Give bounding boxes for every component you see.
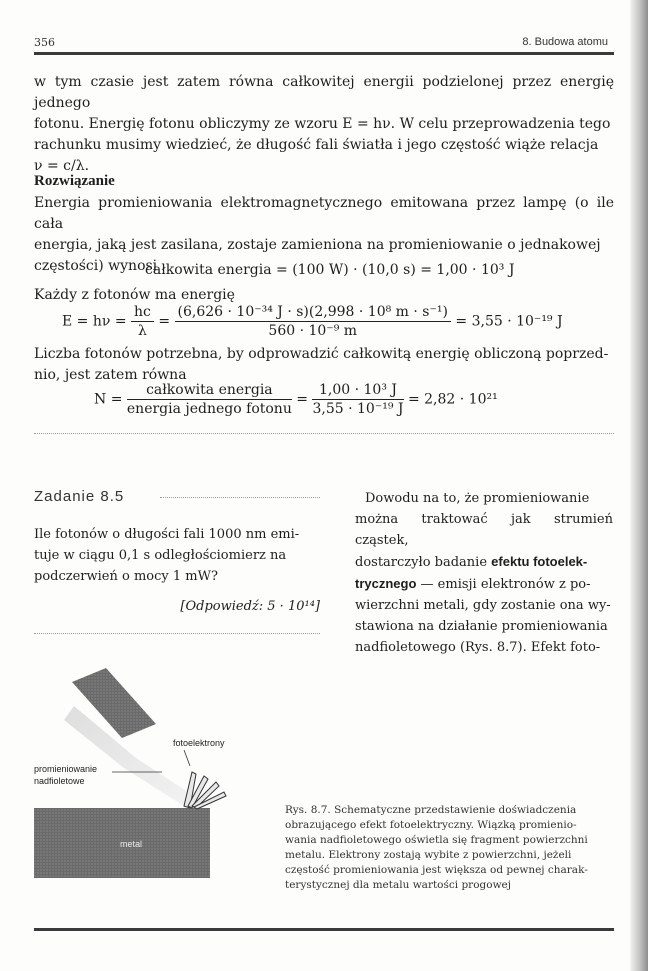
- section-divider: [34, 433, 614, 434]
- exercise-line: tuje w ciągu 0,1 s odległościomierz na: [34, 548, 287, 563]
- caption-line: metalu. Elektrony zostają wybite z powierzchni, jeżeli: [285, 849, 572, 861]
- right-line: można traktować jak strumień cząstek,: [355, 512, 613, 548]
- caption-line: terystycznej dla metalu wartości progowej: [285, 879, 512, 891]
- intro-line: rachunku musimy wiedzieć, że długość fali światła i jego częstość wiąże relacja: [34, 137, 599, 153]
- solution-heading: Rozwiązanie: [34, 173, 115, 189]
- chapter-title: 8. Budowa atomu: [522, 36, 608, 48]
- equation-photon-count: N = $\frac{\text{całkowita energia}}{\text{energia jednego fotonu}}$ = $\frac{\text{1,00 · 10³ J}}{\text{3,55 · 10⁻¹⁹ J}}$ = 2,82 · 10²¹: [94, 382, 498, 417]
- right-line: wierzchni metali, gdy zostanie ona wy-: [355, 598, 611, 613]
- fraction-numerator: 1,00 · 10³ J: [312, 382, 403, 400]
- label-metal: metal: [120, 839, 143, 849]
- solution-line: energia, jaką jest zasilana, zostaje zamieniona na promieniowanie o jednakowej: [34, 237, 601, 253]
- caption-line: częstość promieniowania jest większa od pewnej charak-: [285, 864, 588, 876]
- fraction: [127, 382, 292, 417]
- exercise-line: podczerwień o mocy 1 mW?: [34, 569, 218, 584]
- exercise-title: Zadanie 8.5: [34, 488, 125, 505]
- page-number: 356: [34, 36, 55, 49]
- fraction-denominator: λ: [138, 323, 147, 339]
- photoelectron-arrows: [184, 772, 226, 809]
- equation-total-energy: całkowita energia = (100 W) · (10,0 s) = 1,00 · 10³ J: [145, 262, 515, 278]
- eq-result: = 3,55 · 10⁻¹⁹ J: [455, 313, 563, 330]
- eq-lhs: E = hν =: [62, 313, 127, 330]
- right-line: stawiona na działanie promieniowania: [355, 619, 608, 634]
- exercise-line: Ile fotonów o długości fali 1000 nm emi-: [34, 527, 300, 542]
- exercise-answer: [Odpowiedź: 5 · 10¹⁴]: [180, 599, 320, 614]
- intro-line: ν = c/λ.: [34, 158, 90, 174]
- fraction-denominator: energia jednego fotonu: [126, 401, 292, 417]
- intro-line: w tym czasie jest zatem równa całkowitej energii podzielonej przez energię jednego: [34, 74, 614, 111]
- label-uv-radiation: nadfioletowe: [34, 776, 85, 786]
- right-line: Dowodu na to, że promieniowanie: [365, 491, 590, 506]
- count-line: Liczba fotonów potrzebna, by odprowadzić całkowitą energię obliczoną poprzed-: [34, 346, 609, 362]
- label-uv-radiation: promieniowanie: [34, 764, 98, 774]
- count-line: nio, jest zatem równa: [34, 367, 187, 383]
- eq-result: = 2,82 · 10²¹: [407, 391, 498, 408]
- fraction-numerator: (6,626 · 10⁻³⁴ J · s)(2,998 · 10⁸ m · s⁻¹): [175, 304, 451, 322]
- electron-pointer: [184, 750, 190, 766]
- solution-line: częstości) wynosi: [34, 258, 158, 274]
- equation-photon-energy: E = hν = $\frac{hc}{\lambda}$ = $\frac{\text{(6,626 · 10⁻³⁴ J · s)(2,998 · 10⁸ m · s⁻¹)}}{\text{560 · 10⁻⁹ m}}$ = 3,55 · 10⁻¹⁹ J: [62, 304, 563, 339]
- count-paragraph: [34, 344, 614, 386]
- footer-rule: [34, 928, 614, 931]
- caption-line: wania nadfioletowego oświetla się fragment powierzchni: [285, 834, 588, 846]
- right-line: trycznego — emisji elektronów z po-: [355, 576, 591, 592]
- caption-line: obrazującego efekt fotoelektryczny. Wiązką promienio-: [285, 819, 577, 831]
- photon-energy-line: Każdy z fotonów ma energię: [34, 287, 235, 303]
- intro-paragraph: [34, 72, 614, 177]
- exercise-text: [34, 524, 320, 587]
- solution-line: Energia promieniowania elektromagnetycznego emitowana przez lampę (o ile cała: [34, 195, 614, 232]
- exercise-title-dots: [160, 497, 320, 498]
- page-edge-shadow: [630, 0, 648, 971]
- right-line: dostarczyło badanie efektu fotoelek-: [355, 554, 588, 570]
- right-column-text: [355, 488, 613, 658]
- fraction-denominator: 560 · 10⁻⁹ m: [268, 323, 358, 339]
- eq-lhs: N =: [94, 391, 123, 408]
- intro-line: fotonu. Energię fotonu obliczymy ze wzoru E = hν. W celu przeprowadzenia tego: [34, 116, 611, 132]
- label-photoelectrons: fotoelektrony: [173, 738, 225, 748]
- figure-caption: [285, 803, 615, 893]
- header-rule: [34, 52, 614, 55]
- fraction-numerator: całkowita energia: [127, 382, 292, 400]
- fraction: [312, 382, 403, 417]
- exercise-divider: [34, 633, 320, 634]
- fraction-numerator: hc: [131, 304, 154, 322]
- caption-line: Rys. 8.7. Schematyczne przedstawienie doświadczenia: [285, 804, 577, 816]
- fraction-denominator: 3,55 · 10⁻¹⁹ J: [312, 401, 404, 417]
- right-line: nadfioletowego (Rys. 8.7). Efekt foto-: [355, 640, 601, 655]
- fraction: [131, 304, 154, 339]
- fraction: [175, 304, 451, 339]
